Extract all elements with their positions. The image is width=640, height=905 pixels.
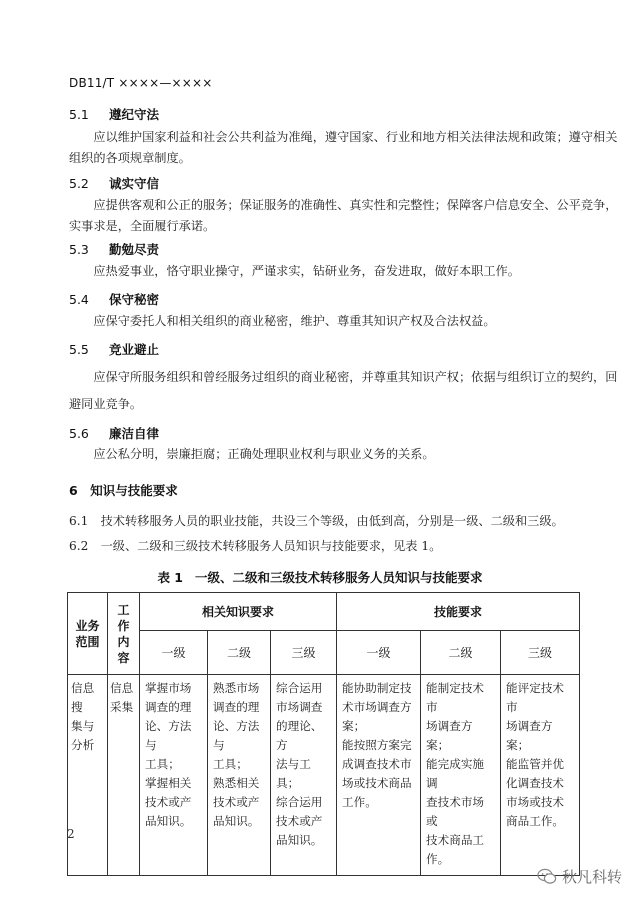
header-skill-level-1: 一级: [337, 631, 421, 675]
cell-skill-level-2: 能制定技术市 场调查方案； 能完成实施调 查技术市场或 技术商品工 作。: [421, 675, 501, 876]
cell-skill-level-1: 能协助制定技 术市场调查方 案； 能按照方案完 成调查技术市 场或技术商品 工作。: [337, 675, 421, 876]
section-title: 保守秘密: [109, 292, 160, 307]
cell-skill-level-3: 能评定技术市 场调查方案； 能监管并优 化调查技术 市场或技术 商品工作。: [501, 675, 580, 876]
section-5-6-heading: [69, 424, 159, 442]
section-number: 5.6: [69, 426, 89, 441]
table-title: 一级、二级和三级技术转移服务人员知识与技能要求: [195, 570, 483, 585]
header-work-content: 工 作 内 容: [108, 593, 140, 675]
text-line: 应公私分明，崇廉拒腐；正确处理职业权利与职业义务的关系。: [69, 447, 435, 461]
section-title: 诚实守信: [109, 176, 160, 191]
header-skill-requirements: 技能要求: [337, 593, 580, 631]
text-line: 避同业竞争。: [69, 397, 143, 411]
section-5-2-heading: [69, 174, 159, 192]
page-number: 2: [67, 827, 75, 841]
section-5-2-body: [69, 195, 617, 237]
clause-6-2: 6.2 一级、二级和三级技术转移服务人员知识与技能要求，见表 1。: [69, 539, 442, 553]
header-knowledge-level-3: 三级: [271, 631, 337, 675]
cell-knowledge-level-1: 掌握市场 调查的理 论、方法与 工具； 掌握相关 技术或产 品知识。: [140, 675, 208, 876]
table-caption: [0, 568, 640, 586]
watermark-text: 秋凡科转: [562, 868, 623, 886]
document-code: DB11/T ××××—××××: [69, 76, 213, 90]
text-line: 应保守所服务组织和曾经服务过组织的商业秘密，并尊重其知识产权；依据与组织订立的契约，回: [69, 370, 618, 384]
knowledge-skill-table: [67, 592, 580, 876]
wechat-icon: [537, 868, 557, 885]
text-line: 应提供客观和公正的服务；保证服务的准确性、真实性和完整性；保障客户信息安全、公平竞争，: [69, 198, 618, 212]
header-knowledge-requirements: 相关知识要求: [140, 593, 337, 631]
text-line: 应热爱事业，恪守职业操守，严谨求实，钻研业务，奋发进取，做好本职工作。: [69, 264, 520, 278]
section-number: 5.4: [69, 292, 89, 307]
section-number: 5.3: [69, 242, 89, 257]
section-5-1-body: [69, 127, 617, 169]
section-5-4-heading: [69, 290, 159, 308]
section-5-3-body: [69, 261, 520, 282]
section-title: 遵纪守法: [109, 107, 160, 122]
section-number: 5.1: [69, 107, 89, 122]
header-business-scope: 业务 范围: [68, 593, 108, 675]
section-5-6-body: [69, 444, 435, 465]
section-title: 竞业避止: [109, 342, 160, 357]
table-row: [68, 675, 580, 876]
chapter-6-heading: 6 知识与技能要求: [69, 483, 178, 498]
cell-knowledge-level-3: 综合运用 市场调查 的理论、方 法与工具； 综合运用 技术或产 品知识。: [271, 675, 337, 876]
section-5-4-body: [69, 311, 496, 332]
section-5-1-heading: [69, 105, 159, 123]
header-skill-level-3: 三级: [501, 631, 580, 675]
text-line: 应保守委托人和相关组织的商业秘密，维护、尊重其知识产权及合法权益。: [69, 314, 496, 328]
cell-business-scope: 信息搜 集与分析: [68, 675, 108, 876]
table-number: 表 1: [157, 570, 184, 585]
header-knowledge-level-1: 一级: [140, 631, 208, 675]
section-title: 廉洁自律: [109, 426, 160, 441]
watermark: [537, 866, 622, 887]
section-5-5-heading: [69, 340, 159, 358]
section-5-5-body: [69, 364, 617, 418]
header-knowledge-level-2: 二级: [208, 631, 271, 675]
cell-work-content: 信息 采集: [108, 675, 140, 876]
section-number: 5.5: [69, 342, 89, 357]
cell-knowledge-level-2: 熟悉市场 调查的理 论、方法与 工具； 熟悉相关 技术或产 品知识。: [208, 675, 271, 876]
header-skill-level-2: 二级: [421, 631, 501, 675]
section-5-3-heading: [69, 240, 159, 258]
section-title: 勤勉尽责: [109, 242, 160, 257]
clause-6-1: 6.1 技术转移服务人员的职业技能，共设三个等级，由低到高，分别是一级、二级和三级。: [69, 514, 564, 528]
text-line: 应以维护国家利益和社会公共利益为准绳，遵守国家、行业和地方相关法律法规和政策；遵守相关: [69, 130, 618, 144]
text-line: 组织的各项规章制度。: [69, 151, 191, 165]
section-number: 5.2: [69, 176, 89, 191]
text-line: 实事求是，全面履行承诺。: [69, 219, 216, 233]
